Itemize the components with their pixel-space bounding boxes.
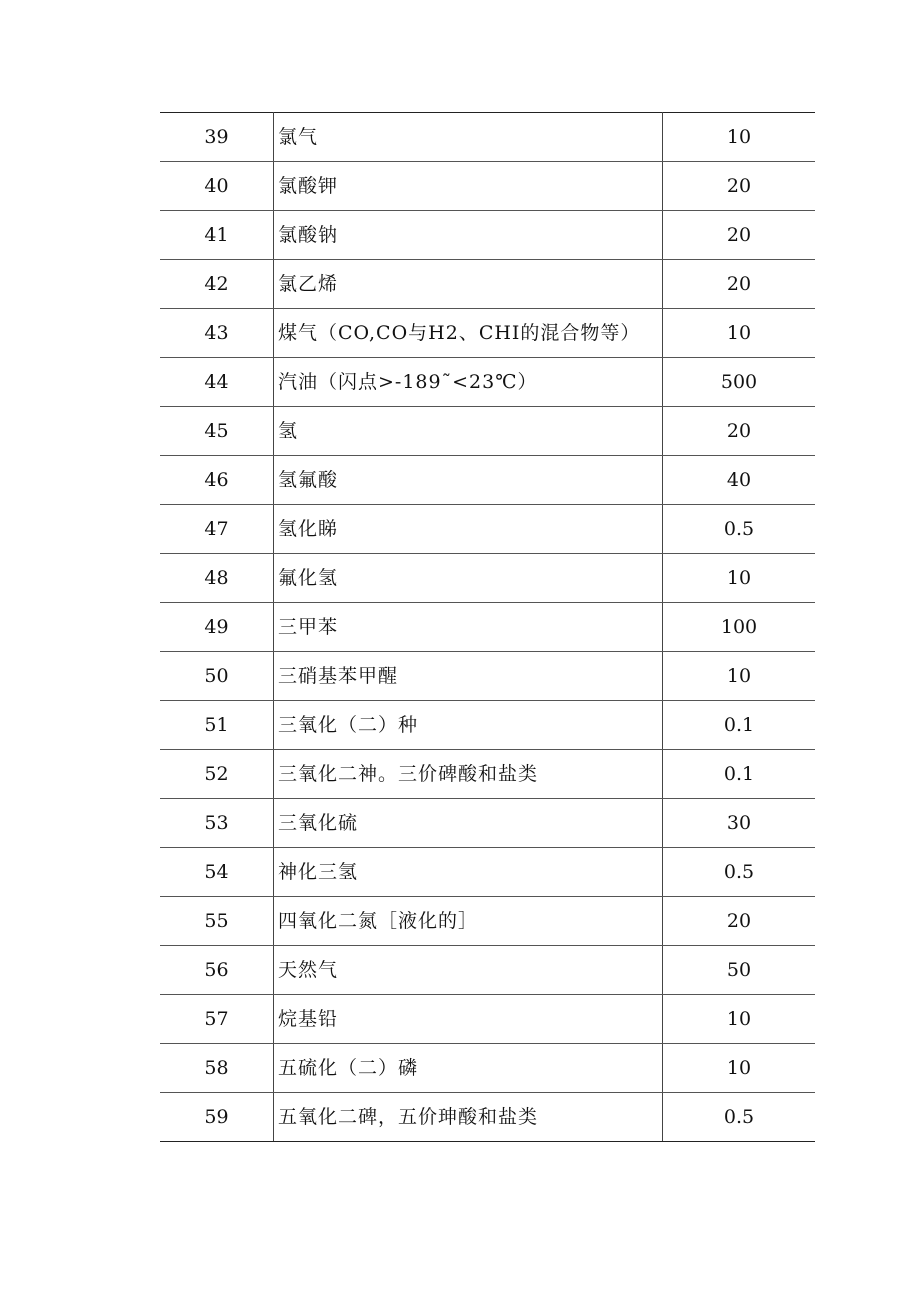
table-row <box>160 946 815 995</box>
substance-name: 汽油（闪点>-189˜<23℃） <box>274 358 663 407</box>
substance-name: 神化三氢 <box>274 848 663 897</box>
substance-name: 氢化睇 <box>274 505 663 554</box>
row-number: 42 <box>160 260 274 309</box>
row-number: 46 <box>160 456 274 505</box>
threshold-quantity: 50 <box>663 946 816 995</box>
row-number: 45 <box>160 407 274 456</box>
substance-name: 四氧化二氮［液化的］ <box>274 897 663 946</box>
row-number: 56 <box>160 946 274 995</box>
row-number: 43 <box>160 309 274 358</box>
threshold-quantity: 20 <box>663 211 816 260</box>
table-row <box>160 113 815 162</box>
substance-name: 煤气（CO,CO与H2、CHI的混合物等） <box>274 309 663 358</box>
row-number: 57 <box>160 995 274 1044</box>
table-row <box>160 603 815 652</box>
table-body <box>160 113 815 1142</box>
table-row <box>160 848 815 897</box>
threshold-quantity: 0.1 <box>663 750 816 799</box>
substance-name: 五氧化二碑，五价珅酸和盐类 <box>274 1093 663 1142</box>
row-number: 40 <box>160 162 274 211</box>
table-row <box>160 407 815 456</box>
table-row <box>160 701 815 750</box>
row-number: 44 <box>160 358 274 407</box>
table-row <box>160 652 815 701</box>
table-row <box>160 554 815 603</box>
row-number: 54 <box>160 848 274 897</box>
threshold-quantity: 0.1 <box>663 701 816 750</box>
substance-name: 三硝基苯甲醒 <box>274 652 663 701</box>
row-number: 41 <box>160 211 274 260</box>
row-number: 51 <box>160 701 274 750</box>
substance-name: 氟化氢 <box>274 554 663 603</box>
threshold-quantity: 100 <box>663 603 816 652</box>
row-number: 59 <box>160 1093 274 1142</box>
threshold-quantity: 0.5 <box>663 505 816 554</box>
threshold-quantity: 0.5 <box>663 1093 816 1142</box>
substance-name: 氯酸钠 <box>274 211 663 260</box>
threshold-quantity: 10 <box>663 554 816 603</box>
threshold-quantity: 30 <box>663 799 816 848</box>
threshold-quantity: 10 <box>663 309 816 358</box>
row-number: 47 <box>160 505 274 554</box>
row-number: 39 <box>160 113 274 162</box>
row-number: 50 <box>160 652 274 701</box>
substance-name: 三甲苯 <box>274 603 663 652</box>
table-row <box>160 358 815 407</box>
substance-name: 三氧化（二）种 <box>274 701 663 750</box>
substance-name: 三氧化硫 <box>274 799 663 848</box>
substance-name: 烷基铅 <box>274 995 663 1044</box>
substance-name: 天然气 <box>274 946 663 995</box>
threshold-quantity: 0.5 <box>663 848 816 897</box>
row-number: 58 <box>160 1044 274 1093</box>
substance-threshold-table <box>160 112 815 1142</box>
substance-name: 氯酸钾 <box>274 162 663 211</box>
table-row <box>160 1044 815 1093</box>
substance-name: 五硫化（二）磷 <box>274 1044 663 1093</box>
table-row <box>160 309 815 358</box>
row-number: 53 <box>160 799 274 848</box>
row-number: 49 <box>160 603 274 652</box>
table-row <box>160 1093 815 1142</box>
threshold-quantity: 10 <box>663 1044 816 1093</box>
row-number: 52 <box>160 750 274 799</box>
table-row <box>160 799 815 848</box>
substance-name: 氯气 <box>274 113 663 162</box>
table-row <box>160 995 815 1044</box>
threshold-quantity: 20 <box>663 897 816 946</box>
threshold-quantity: 500 <box>663 358 816 407</box>
threshold-quantity: 20 <box>663 260 816 309</box>
table-row <box>160 456 815 505</box>
table-row <box>160 505 815 554</box>
table-row <box>160 211 815 260</box>
threshold-quantity: 40 <box>663 456 816 505</box>
row-number: 48 <box>160 554 274 603</box>
threshold-quantity: 10 <box>663 995 816 1044</box>
table-row <box>160 260 815 309</box>
threshold-quantity: 10 <box>663 652 816 701</box>
substance-name: 氯乙烯 <box>274 260 663 309</box>
table-row <box>160 162 815 211</box>
threshold-quantity: 20 <box>663 162 816 211</box>
substance-name: 三氧化二神。三价碑酸和盐类 <box>274 750 663 799</box>
threshold-quantity: 10 <box>663 113 816 162</box>
table-row <box>160 750 815 799</box>
threshold-quantity: 20 <box>663 407 816 456</box>
table-row <box>160 897 815 946</box>
substance-name: 氢氟酸 <box>274 456 663 505</box>
substance-name: 氢 <box>274 407 663 456</box>
row-number: 55 <box>160 897 274 946</box>
